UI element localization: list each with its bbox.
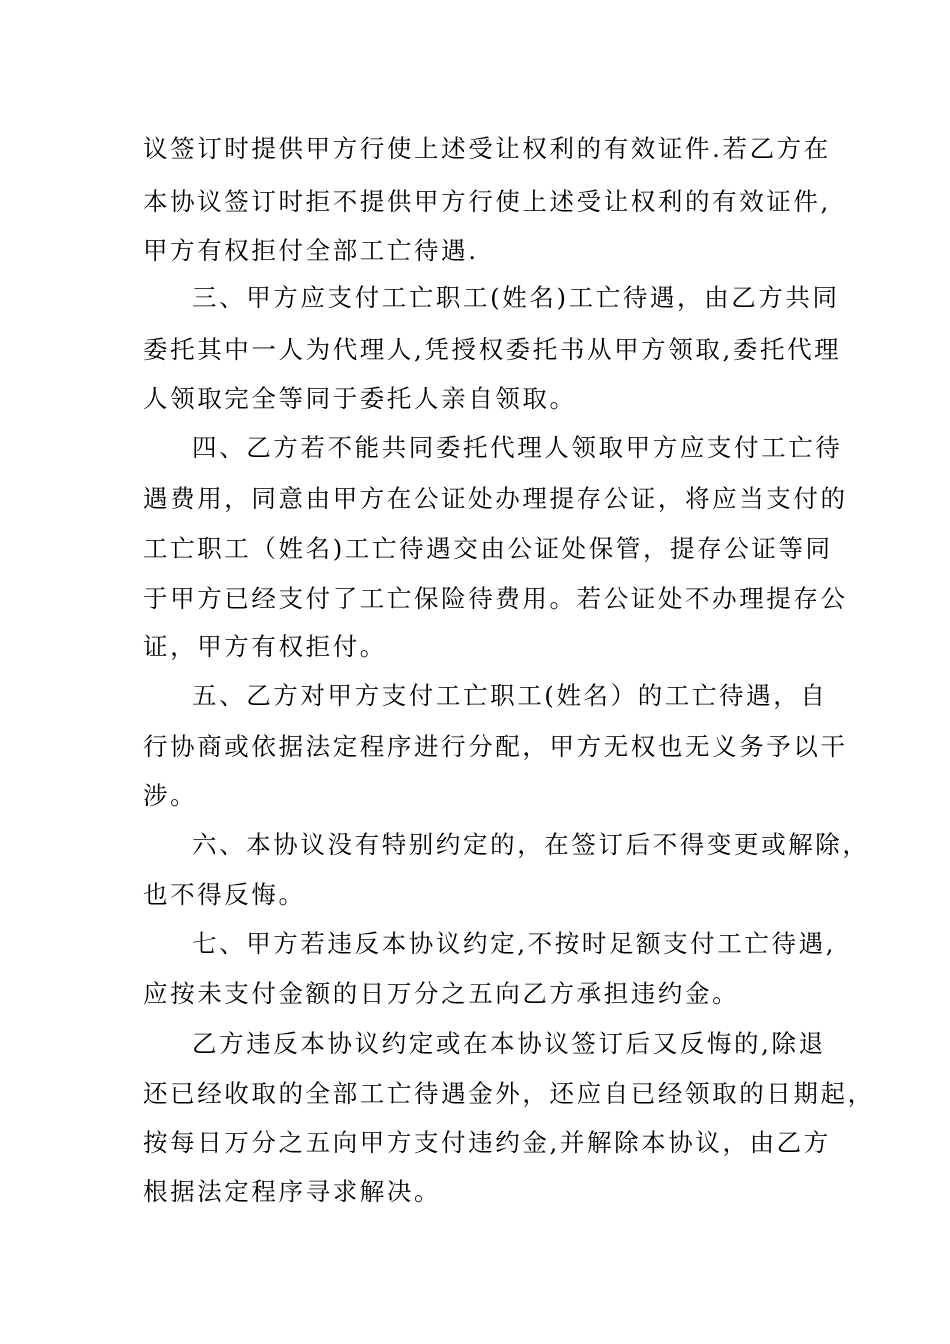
paragraph-3-line: 三、甲方应支付工亡职工(姓名)工亡待遇，由乙方共同 <box>192 283 840 312</box>
text-line: 也不得反悔。 <box>143 880 306 909</box>
text-line: 人领取完全等同于委托人亲自领取。 <box>143 384 577 413</box>
text-line: 委托其中一人为代理人,凭授权委托书从甲方领取,委托代理 <box>143 335 842 364</box>
text-line: 还已经收取的全部工亡待遇金外，还应自已经领取的日期起， <box>143 1079 875 1108</box>
text-line: 工亡职工（姓名)工亡待遇交由公证处保管，提存公证等同 <box>143 534 833 563</box>
text-line: 应按未支付金额的日万分之五向乙方承担违约金。 <box>143 979 740 1008</box>
text-line: 甲方有权拒付全部工亡待遇. <box>143 236 479 265</box>
text-line: 根据法定程序寻求解决。 <box>143 1177 442 1206</box>
text-line: 行协商或依据法定程序进行分配，甲方无权也无义务予以干 <box>143 732 848 761</box>
text-line: 涉。 <box>143 781 198 810</box>
text-line: 遇费用，同意由甲方在公证处办理提存公证，将应当支付的 <box>143 484 848 513</box>
text-line: 证，甲方有权拒付。 <box>143 632 387 661</box>
paragraph-5-line: 五、乙方对甲方支付工亡职工(姓名）的工亡待遇，自 <box>192 681 828 710</box>
text-line: 议签订时提供甲方行使上述受让权利的有效证件.若乙方在 <box>143 134 831 163</box>
paragraph-7-line: 七、甲方若违反本协议约定,不按时足额支付工亡待遇, <box>192 929 837 958</box>
text-line: 于甲方已经支付了工亡保险待费用。若公证处不办理提存公 <box>143 584 848 613</box>
paragraph-6-line: 六、本协议没有特别约定的，在签订后不得变更或解除， <box>192 830 870 859</box>
paragraph-4-line: 四、乙方若不能共同委托代理人领取甲方应支付工亡待 <box>192 433 843 462</box>
paragraph-8-line: 乙方违反本协议约定或在本协议签订后又反悔的,除退 <box>192 1029 826 1058</box>
text-line: 本协议签订时拒不提供甲方行使上述受让权利的有效证件, <box>143 187 831 216</box>
text-line: 按每日万分之五向甲方支付违约金,并解除本协议，由乙方 <box>143 1128 831 1157</box>
